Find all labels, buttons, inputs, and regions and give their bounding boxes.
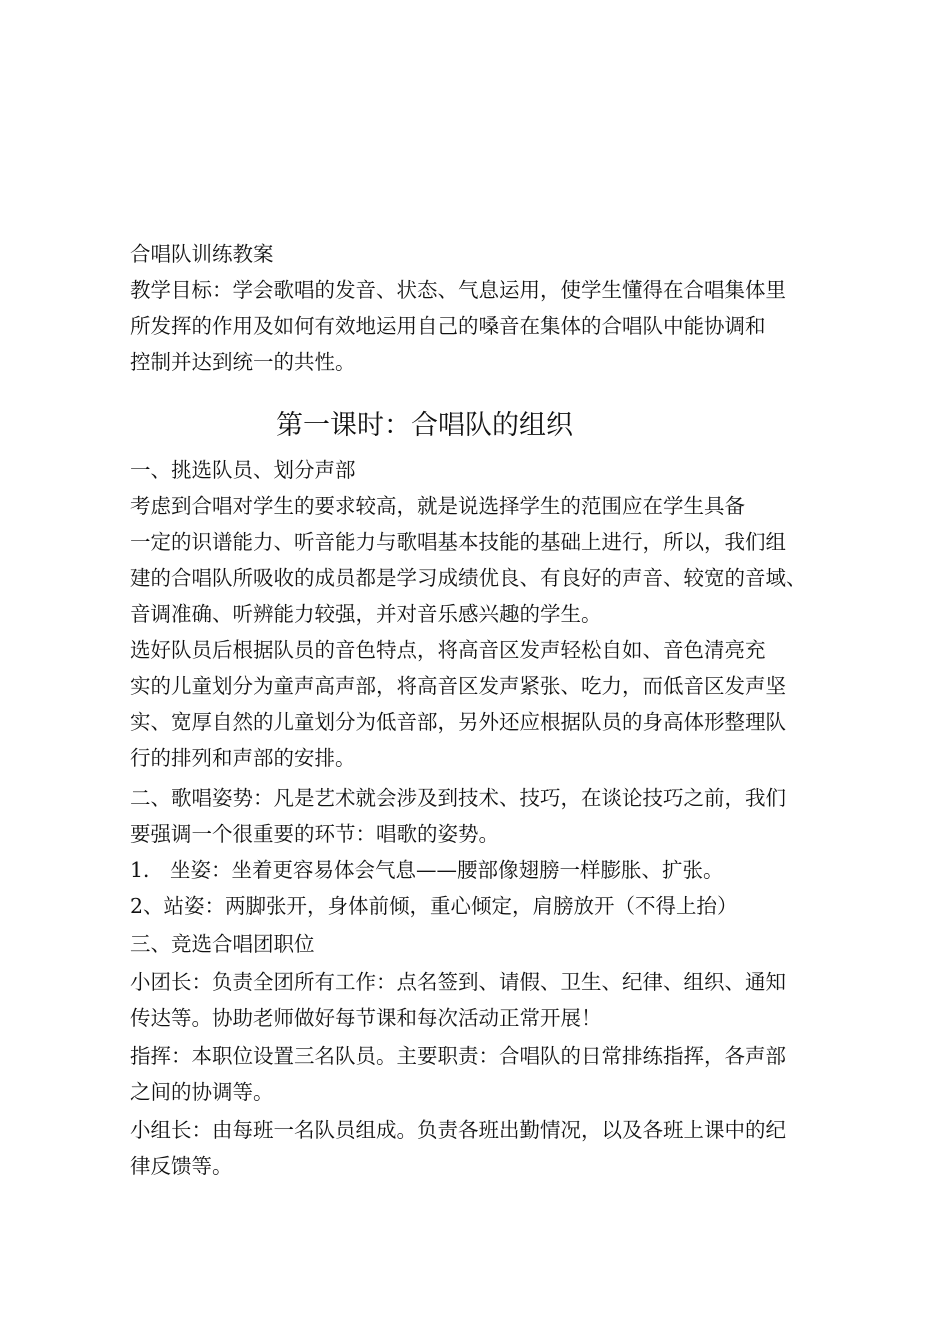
objective-line-1: 教学目标：学会歌唱的发音、状态、气息运用，使学生懂得在合唱集体里: [130, 278, 786, 302]
section3-heading: 三、竞选合唱团职位: [130, 932, 315, 956]
group-leader-line-1: 小组长：由每班一名队员组成。负责各班出勤情况，以及各班上课中的纪: [130, 1118, 786, 1142]
section1-para1-line-1: 考虑到合唱对学生的要求较高，就是说选择学生的范围应在学生具备: [130, 494, 745, 518]
objective-line-3: 控制并达到统一的共性。: [130, 350, 356, 374]
conductor-line-1: 指挥：本职位设置三名队员。主要职责：合唱队的日常排练指挥，各声部: [130, 1044, 786, 1068]
section1-para1-line-2: 一定的识谱能力、听音能力与歌唱基本技能的基础上进行，所以，我们组: [130, 530, 786, 554]
objective-line-2: 所发挥的作用及如何有效地运用自己的嗓音在集体的合唱队中能协调和: [130, 314, 766, 338]
section2-line-2: 要强调一个很重要的环节：唱歌的姿势。: [130, 822, 499, 846]
captain-line-1: 小团长：负责全团所有工作：点名签到、请假、卫生、纪律、组织、通知: [130, 970, 786, 994]
section1-para1-line-4: 音调准确、听辨能力较强，并对音乐感兴趣的学生。: [130, 602, 602, 626]
conductor-line-2: 之间的协调等。: [130, 1080, 274, 1104]
lesson-title: 第一课时：合唱队的组织: [276, 410, 573, 441]
section2-item-standing: 2、站姿：两脚张开，身体前倾，重心倾定，肩膀放开（不得上抬）: [130, 894, 738, 918]
section1-para1-line-3: 建的合唱队所吸收的成员都是学习成绩优良、有良好的声音、较宽的音域、: [130, 566, 807, 590]
document-title: 合唱队训练教案: [130, 242, 274, 266]
captain-line-2: 传达等。协助老师做好每节课和每次活动正常开展！: [130, 1006, 602, 1030]
group-leader-line-2: 律反馈等。: [130, 1154, 233, 1178]
section1-para2-line-3: 实、宽厚自然的儿童划分为低音部，另外还应根据队员的身高体形整理队: [130, 710, 786, 734]
section1-para2-line-1: 选好队员后根据队员的音色特点，将高音区发声轻松自如、音色清亮充: [130, 638, 766, 662]
section1-para2-line-2: 实的儿童划分为童声高声部，将高音区发声紧张、吃力，而低音区发声坚: [130, 674, 786, 698]
section2-line-1: 二、歌唱姿势：凡是艺术就会涉及到技术、技巧，在谈论技巧之前，我们: [130, 786, 786, 810]
section1-heading: 一、挑选队员、划分声部: [130, 458, 356, 482]
section2-item-sitting: 1． 坐姿：坐着更容易体会气息——腰部像翅膀一样膨胀、扩张。: [130, 858, 724, 882]
section1-para2-line-4: 行的排列和声部的安排。: [130, 746, 356, 770]
